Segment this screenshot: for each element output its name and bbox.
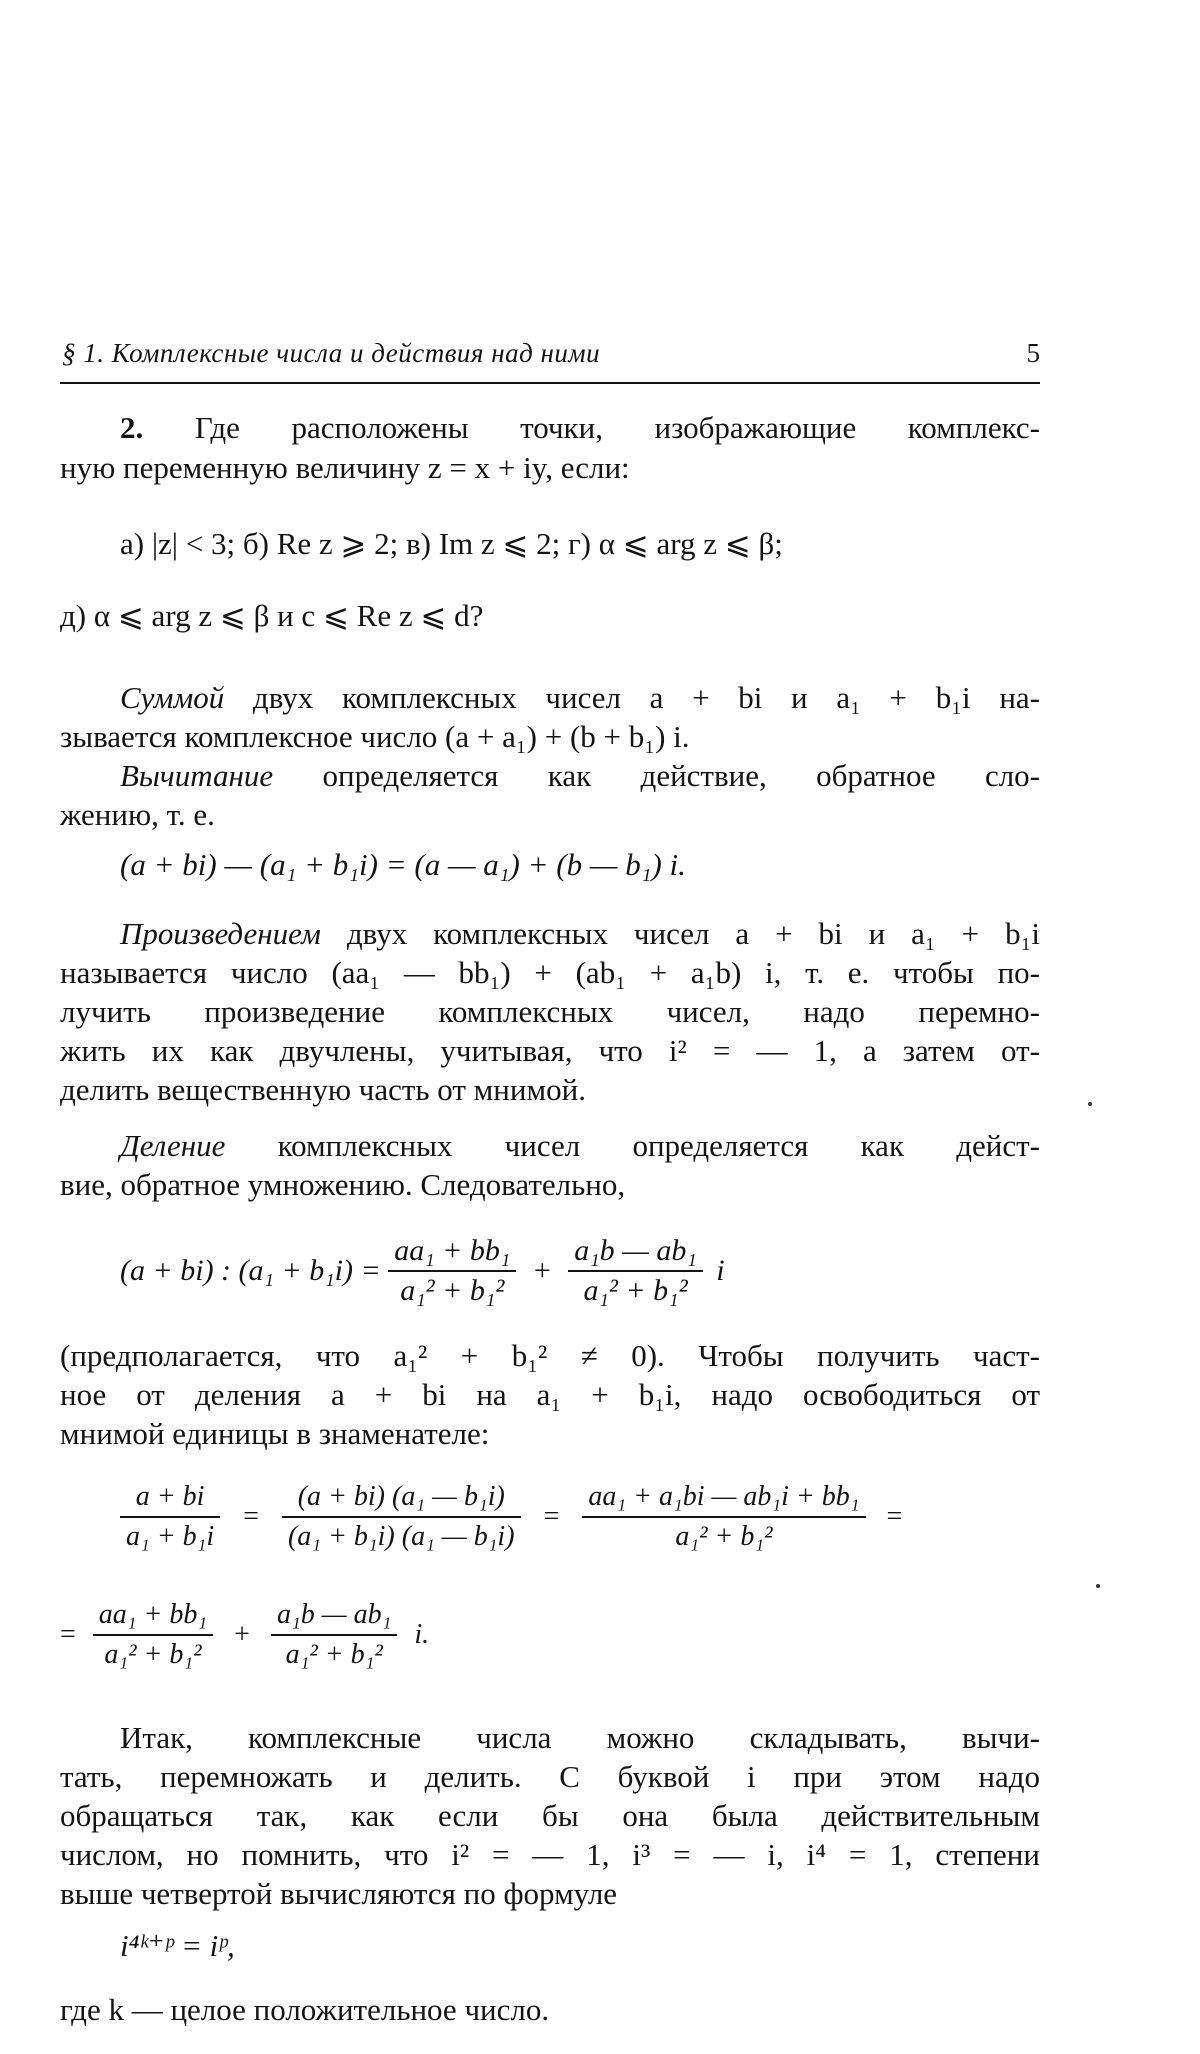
term-sum: Суммой (120, 680, 225, 715)
division-result (60, 1596, 429, 1674)
division-chain (120, 1478, 902, 1556)
product-line-2: называется число (aa₁ — bb₁) + (ab₁ + a₁b) i, т. е. чтобы по- (60, 955, 1040, 990)
sum-line-1 (120, 680, 1040, 716)
result-fraction-1-den: a₁² + b₁² (104, 1639, 202, 1670)
result-fraction-2-den: a₁² + b₁² (285, 1639, 383, 1670)
product-line-3: лучить произведение комплексных чисел, надо перемно- (60, 994, 1040, 1029)
division-formula (120, 1232, 725, 1310)
scan-speck (1096, 1584, 1100, 1588)
conclusion-line-4: числом, но помнить, что i² = — 1, i³ = — i, i⁴ = 1, степени (60, 1837, 1040, 1872)
chain-fraction-2 (282, 1478, 521, 1556)
division-after-2: ное от деления a + bi на a₁ + b₁i, надо освободиться от (60, 1377, 1040, 1412)
result-plus: + (234, 1619, 250, 1650)
division-fraction-2-den: a₁² + b₁² (583, 1274, 688, 1307)
problem-text-1: Где расположены точки, изображающие комплекс- (194, 410, 1041, 445)
product-text-1: двух комплексных чисел a + bi и a₁ + b₁i (346, 916, 1040, 951)
product-line-4: жить их как двучлены, учитывая, что i² = — 1, а затем от- (60, 1033, 1040, 1068)
conclusion-line-1: Итак, комплексные числа можно складывать, вычи- (120, 1720, 1040, 1755)
subtraction-text-1: определяется как действие, обратное сло- (322, 758, 1040, 793)
result-i: i. (414, 1619, 430, 1650)
conclusion-line-2: тать, перемножать и делить. С буквой i при этом надо (60, 1759, 1040, 1794)
division-after-1: (предполагается, что a₁² + b₁² ≠ 0). Чтобы получить част- (60, 1338, 1040, 1373)
product-line-1 (120, 916, 1040, 952)
sum-line-2: зывается комплексное число (a + a₁) + (b + b₁) i. (60, 719, 690, 754)
subtraction-line-1 (120, 758, 1040, 794)
result-fraction-1 (93, 1596, 213, 1674)
sum-text-1: двух комплексных чисел a + bi и a₁ + b₁i на- (252, 680, 1040, 715)
problem-items-1: а) |z| < 3; б) Re z ⩾ 2; в) Im z ⩽ 2; г) α ⩽ arg z ⩽ β; (120, 526, 783, 561)
division-fraction-2 (568, 1232, 703, 1310)
result-fraction-2-num: a₁b — ab₁ (271, 1596, 397, 1636)
chain-fraction-2-den: (a₁ + b₁i) (a₁ — b₁i) (287, 1521, 515, 1552)
page-number: 5 (1026, 338, 1040, 368)
section-title: § 1. Комплексные числа и действия над ними (62, 338, 601, 368)
chain-fraction-3 (582, 1478, 865, 1556)
chain-fraction-3-den: a₁² + b₁² (675, 1521, 773, 1552)
division-i: i (716, 1254, 725, 1287)
product-line-5: делить вещественную часть от мнимой. (60, 1072, 586, 1107)
chain-eq-1: = (243, 1501, 259, 1532)
conclusion-last-line: где k — целое положительное число. (60, 1992, 550, 2027)
chain-fraction-1-den: a₁ + b₁i (126, 1521, 215, 1552)
chain-fraction-1-num: a + bi (120, 1478, 220, 1518)
chain-fraction-3-num: aa₁ + a₁bi — ab₁i + bb₁ (582, 1478, 865, 1518)
chain-fraction-2-num: (a + bi) (a₁ — b₁i) (282, 1478, 521, 1518)
subtraction-line-2: жению, т. е. (60, 797, 215, 832)
division-fraction-1-num: aa₁ + bb₁ (388, 1232, 516, 1272)
problem-line-2: ную переменную величину z = x + iy, если: (60, 450, 630, 485)
division-text-1: комплексных чисел определяется как дейст- (277, 1128, 1040, 1163)
term-division: Деление (120, 1128, 226, 1163)
running-header (60, 336, 1040, 384)
result-fraction-1-num: aa₁ + bb₁ (93, 1596, 213, 1636)
subtraction-formula: (a + bi) — (a₁ + b₁i) = (a — a₁) + (b — b₁) i. (120, 847, 686, 882)
book-page (60, 0, 1040, 2054)
result-eq: = (60, 1619, 76, 1650)
division-fraction-1 (388, 1232, 516, 1310)
chain-eq-3: = (886, 1501, 903, 1532)
term-subtraction: Вычитание (120, 758, 274, 793)
division-fraction-2-num: a₁b — ab₁ (568, 1232, 703, 1272)
division-line-2: вие, обратное умножению. Следовательно, (60, 1167, 626, 1202)
chain-fraction-1 (120, 1478, 220, 1556)
term-product: Произведением (120, 916, 321, 951)
division-formula-lhs: (a + bi) : (a₁ + b₁i) = (120, 1254, 381, 1287)
problem-line-1 (120, 410, 1040, 446)
problem-items-2: д) α ⩽ arg z ⩽ β и c ⩽ Re z ⩽ d? (60, 598, 484, 633)
chain-eq-2: = (543, 1501, 560, 1532)
result-fraction-2 (271, 1596, 397, 1674)
conclusion-line-5: выше четвертой вычисляются по формуле (60, 1876, 618, 1911)
division-line-1 (120, 1128, 1040, 1164)
division-plus: + (533, 1254, 551, 1287)
scan-speck (1088, 1102, 1092, 1106)
problem-number: 2. (120, 410, 144, 445)
conclusion-line-3: обращаться так, как если бы она была действительным (60, 1798, 1040, 1833)
power-formula: i⁴ᵏ⁺ᵖ = iᵖ, (120, 1928, 235, 1963)
division-after-3: мнимой единицы в знаменателе: (60, 1416, 490, 1451)
division-fraction-1-den: a₁² + b₁² (400, 1274, 505, 1307)
